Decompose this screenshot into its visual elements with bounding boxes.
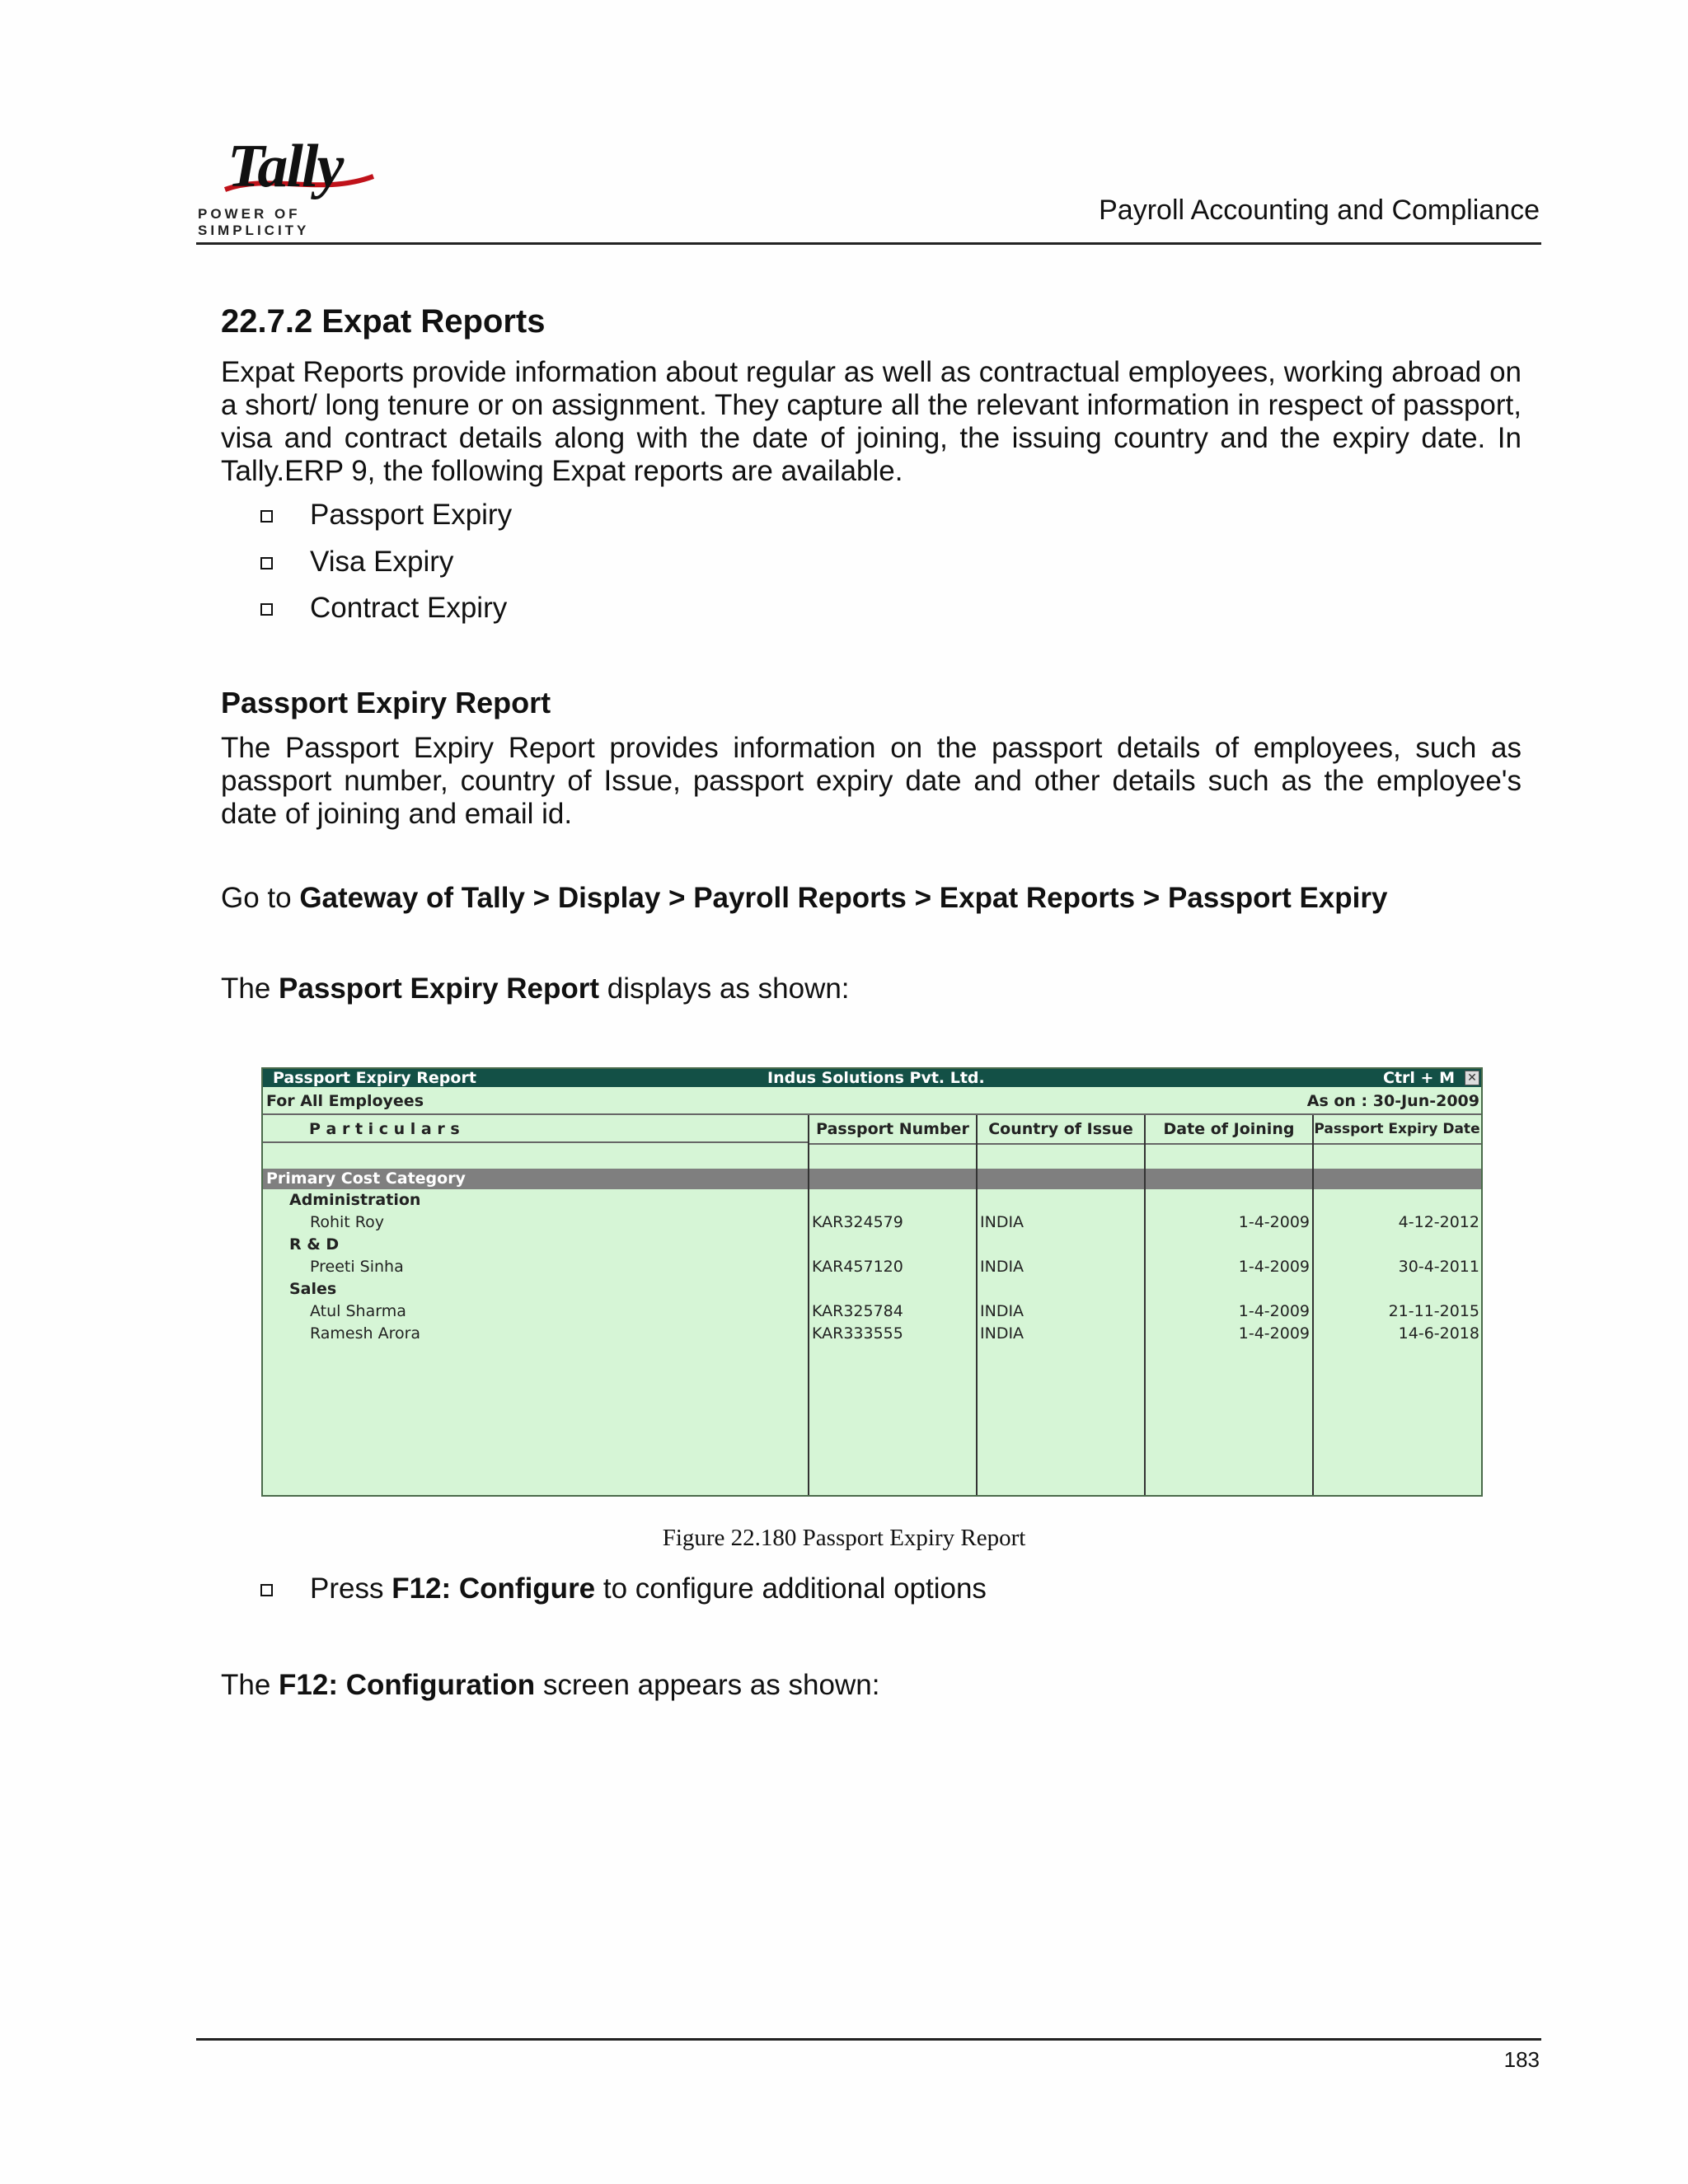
intro-paragraph: Expat Reports provide information about regular as well as contractual employees, working abroad on a short/ long tenure or on assignment. They capture all the relevant information in respect of passport, visa and contract details along with the date of joining, the issuing country and the expiry date. In Tally.ERP 9, the following Expat reports are available. (221, 356, 1522, 487)
bullet-icon (260, 557, 273, 569)
report-title: Passport Expiry Report (273, 1069, 476, 1087)
table-row[interactable]: Rohit Roy KAR324579 INDIA 1-4-2009 4-12-2012 (310, 1213, 1479, 1231)
shortcut-key: F12: Configure (392, 1572, 596, 1605)
report-titlebar (263, 1069, 1481, 1087)
shortcut-label: Ctrl + M (1383, 1069, 1455, 1087)
column-header-particulars: P a r t i c u l a r s (263, 1115, 809, 1143)
header-title: Payroll Accounting and Compliance (1099, 194, 1540, 226)
footer-rule (196, 2038, 1541, 2041)
table-row[interactable]: Preeti Sinha KAR457120 INDIA 1-4-2009 30-4-2011 (310, 1258, 1479, 1276)
header-rule (196, 242, 1541, 245)
logo-word: Tally (227, 133, 343, 200)
group-row: Administration (289, 1191, 421, 1209)
figure-caption: Figure 22.180 Passport Expiry Report (662, 1525, 1026, 1551)
column-header-passport-expiry: Passport Expiry Date (1313, 1115, 1481, 1145)
close-icon[interactable]: ✕ (1465, 1071, 1479, 1085)
section-heading: 22.7.2 Expat Reports (221, 303, 546, 340)
passport-expiry-report-screen (261, 1067, 1483, 1497)
logo-tagline: POWER OF SIMPLICITY (198, 206, 310, 238)
config-sentence: The F12: Configuration screen appears as shown: (221, 1669, 880, 1701)
subsection-paragraph: The Passport Expiry Report provides information on the passport details of employees, such as passport number, country of Issue, passport expiry date and other details such as the employee's date of joining and email id. (221, 732, 1522, 830)
menu-path: Gateway of Tally > Display > Payroll Reports > Expat Reports > Passport Expiry (299, 882, 1388, 914)
company-name: Indus Solutions Pvt. Ltd. (767, 1069, 985, 1087)
subsection-heading: Passport Expiry Report (221, 686, 551, 719)
bullet-icon (260, 510, 273, 523)
table-row[interactable]: Atul Sharma KAR325784 INDIA 1-4-2009 21-11-2015 (310, 1302, 1479, 1320)
cost-category-bar (263, 1169, 1481, 1189)
bullet-icon (260, 603, 273, 616)
cost-category-label: Primary Cost Category (266, 1169, 466, 1188)
column-header-country: Country of Issue (977, 1115, 1145, 1145)
bullet-icon (260, 1584, 273, 1596)
page-number: 183 (1503, 2047, 1540, 2072)
group-row: R & D (289, 1235, 340, 1254)
report-subheader (263, 1089, 1481, 1115)
tally-logo (196, 132, 394, 238)
as-on-date: As on : 30-Jun-2009 (1306, 1092, 1479, 1110)
report-scope: For All Employees (266, 1092, 424, 1110)
table-row[interactable]: Ramesh Arora KAR333555 INDIA 1-4-2009 14-6-2018 (310, 1324, 1479, 1343)
column-header-date-of-joining: Date of Joining (1145, 1115, 1313, 1145)
group-row: Sales (289, 1280, 337, 1298)
displays-sentence: The Passport Expiry Report displays as shown: (221, 972, 850, 1005)
column-header-passport-number: Passport Number (809, 1115, 977, 1145)
goto-instruction: Go to Gateway of Tally > Display > Payroll Reports > Expat Reports > Passport Expiry (221, 882, 1388, 914)
